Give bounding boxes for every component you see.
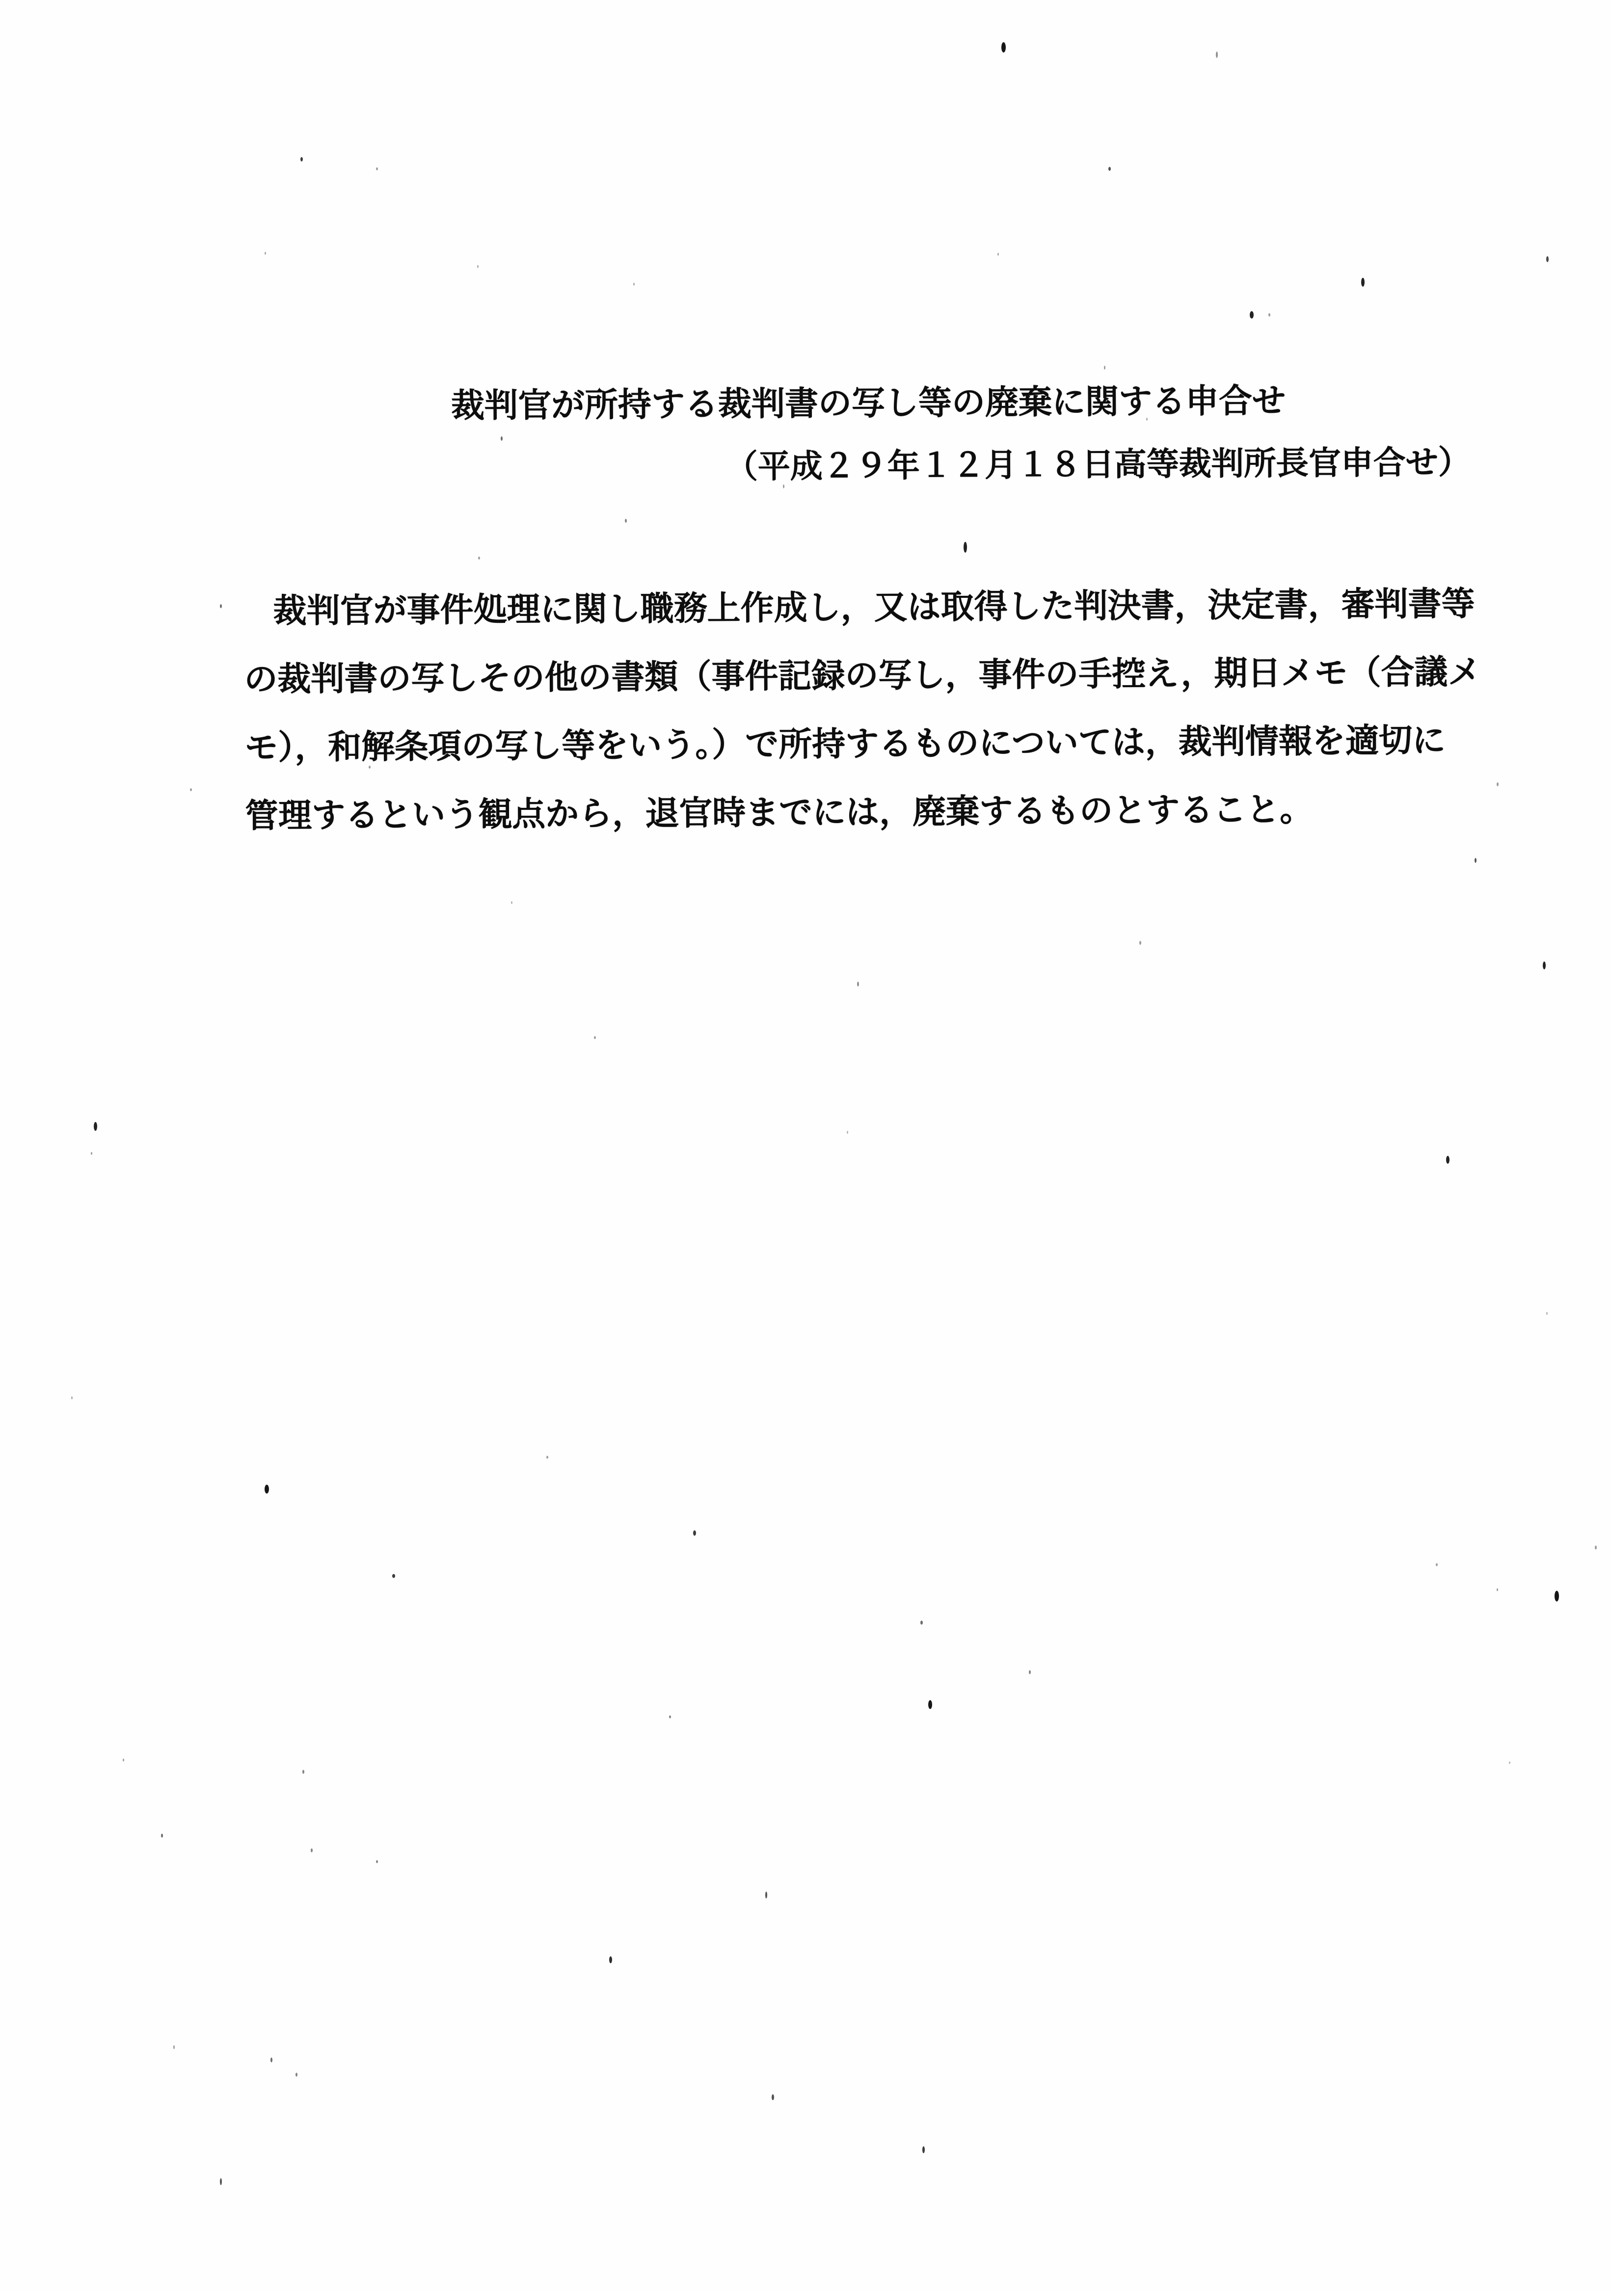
body-line-4: 管理するという観点から，退官時までには，廃棄するものとすること。 [244,791,1314,835]
body-line-3: モ），和解条項の写し等をいう。）で所持するものについては，裁判情報を適切に [244,721,1446,767]
body-line-1: 裁判官が事件処理に関し職務上作成し，又は取得した判決書，決定書，審判書等 [273,585,1475,630]
notice-body-paragraph [243,570,1482,850]
notice-date-attribution: （平成２９年１２月１８日高等裁判所長官申合せ） [725,445,1471,485]
notice-title: 裁判官が所持する裁判書の写し等の廃棄に関する申合せ [451,382,1286,425]
body-line-2: の裁判書の写しその他の書類（事件記録の写し，事件の手控え，期日メモ（合議メ [244,653,1481,698]
